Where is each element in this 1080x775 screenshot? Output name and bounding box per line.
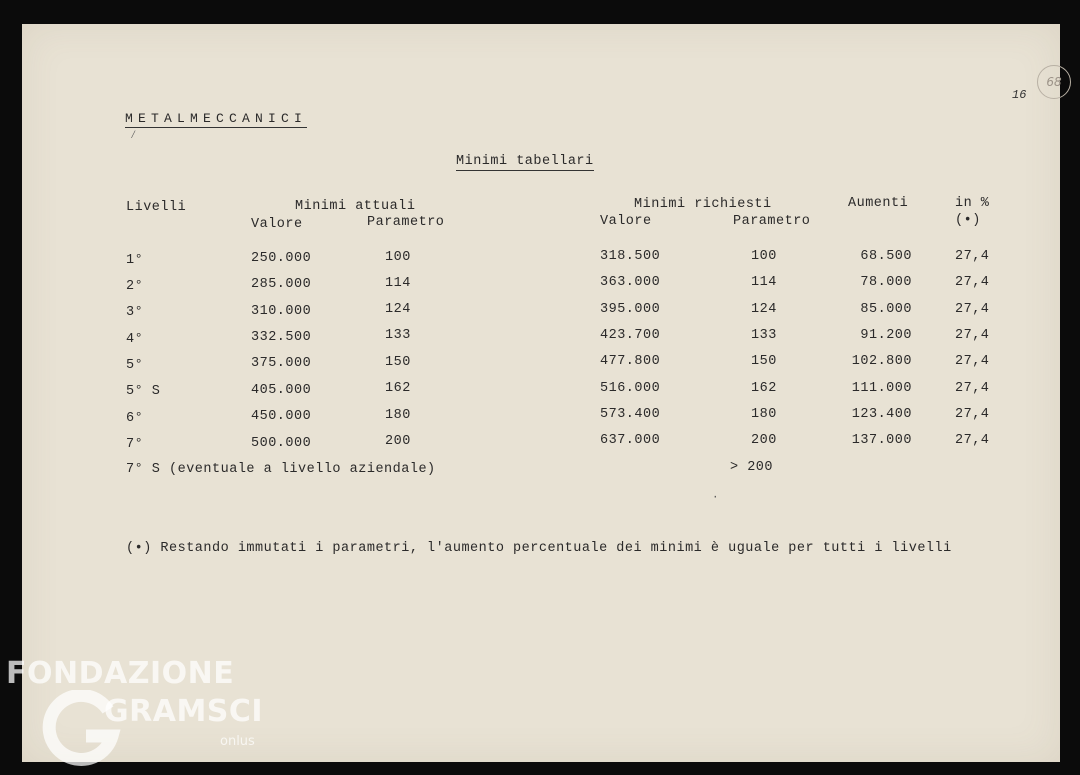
cell-current-value: 250.000 [251, 251, 312, 266]
cell-percent: 27,4 [955, 249, 990, 264]
cell-requested-value: 318.500 [600, 249, 661, 264]
cell-level: 2° [126, 279, 144, 294]
cell-requested-value: 573.400 [600, 407, 661, 422]
cell-level: 5° [126, 358, 144, 373]
cell-percent: 27,4 [955, 354, 990, 369]
cell-requested-value: 637.000 [600, 433, 661, 448]
cell-increase: 137.000 [851, 433, 912, 448]
cell-requested-value: 395.000 [600, 302, 661, 317]
header-requested-group: Minimi richiesti [634, 197, 772, 212]
header-levels: Livelli [126, 200, 187, 215]
cell-level: 5° S [126, 384, 161, 399]
header-percent-note: (•) [955, 213, 981, 228]
cell-increase: 78.000 [860, 275, 912, 290]
cell-increase: 111.000 [851, 381, 912, 396]
cell-level: 3° [126, 305, 144, 320]
cell-current-param: 100 [385, 250, 411, 265]
cell-current-value: 332.500 [251, 330, 312, 345]
cell-percent: 27,4 [955, 381, 990, 396]
cell-percent: 27,4 [955, 407, 990, 422]
cell-requested-param: 200 [751, 433, 777, 448]
document-page [22, 24, 1060, 762]
cell-requested-value: 423.700 [600, 328, 661, 343]
cell-increase: 85.000 [860, 302, 912, 317]
cell-current-param: 124 [385, 302, 411, 317]
cell-percent: 27,4 [955, 275, 990, 290]
cell-requested-param: 100 [751, 249, 777, 264]
cell-requested-value: 363.000 [600, 275, 661, 290]
cell-current-value: 375.000 [251, 356, 312, 371]
category-title: METALMECCANICI [125, 111, 308, 126]
extra-row-param: > 200 [730, 460, 774, 475]
cell-increase: 123.400 [851, 407, 912, 422]
watermark-line1: FONDAZIONE [6, 656, 235, 691]
cell-current-value: 310.000 [251, 304, 312, 319]
archive-number-stamp: 68 [1037, 65, 1071, 99]
cell-current-param: 200 [385, 434, 411, 449]
cell-increase: 91.200 [860, 328, 912, 343]
cell-current-param: 114 [385, 276, 411, 291]
header-requested-value: Valore [600, 214, 652, 229]
extra-row-label: 7° S (eventuale a livello aziendale) [126, 462, 436, 477]
cell-requested-param: 114 [751, 275, 777, 290]
cell-percent: 27,4 [955, 433, 990, 448]
cell-current-value: 285.000 [251, 277, 312, 292]
cell-requested-value: 516.000 [600, 381, 661, 396]
header-current-group: Minimi attuali [295, 199, 416, 214]
cell-increase: 68.500 [860, 249, 912, 264]
page-number: 16 [1012, 88, 1027, 102]
cell-current-value: 500.000 [251, 436, 312, 451]
cell-percent: 27,4 [955, 328, 990, 343]
cell-current-param: 150 [385, 355, 411, 370]
pen-mark: ⁄ [130, 130, 137, 142]
cell-requested-param: 162 [751, 381, 777, 396]
cell-requested-param: 133 [751, 328, 777, 343]
cell-current-value: 405.000 [251, 383, 312, 398]
cell-percent: 27,4 [955, 302, 990, 317]
header-requested-param: Parametro [733, 214, 811, 229]
table-title: Minimi tabellari [456, 154, 594, 169]
cell-level: 6° [126, 411, 144, 426]
cell-level: 1° [126, 253, 144, 268]
cell-increase: 102.800 [851, 354, 912, 369]
cell-requested-param: 180 [751, 407, 777, 422]
speck-mark: · [712, 492, 719, 504]
header-percent: in % [955, 196, 990, 211]
watermark-line2: GRAMSCI [104, 694, 264, 729]
cell-requested-param: 150 [751, 354, 777, 369]
cell-requested-value: 477.800 [600, 354, 661, 369]
header-current-param: Parametro [367, 215, 445, 230]
header-increase: Aumenti [848, 196, 909, 211]
cell-level: 7° [126, 437, 144, 452]
cell-current-value: 450.000 [251, 409, 312, 424]
cell-current-param: 180 [385, 408, 411, 423]
cell-current-param: 162 [385, 381, 411, 396]
cell-current-param: 133 [385, 328, 411, 343]
footnote: (•) Restando immutati i parametri, l'aumento percentuale dei minimi è uguale per tutti i livelli [126, 541, 952, 556]
cell-requested-param: 124 [751, 302, 777, 317]
watermark-line3: onlus [220, 734, 255, 749]
cell-level: 4° [126, 332, 144, 347]
header-current-value: Valore [251, 217, 303, 232]
